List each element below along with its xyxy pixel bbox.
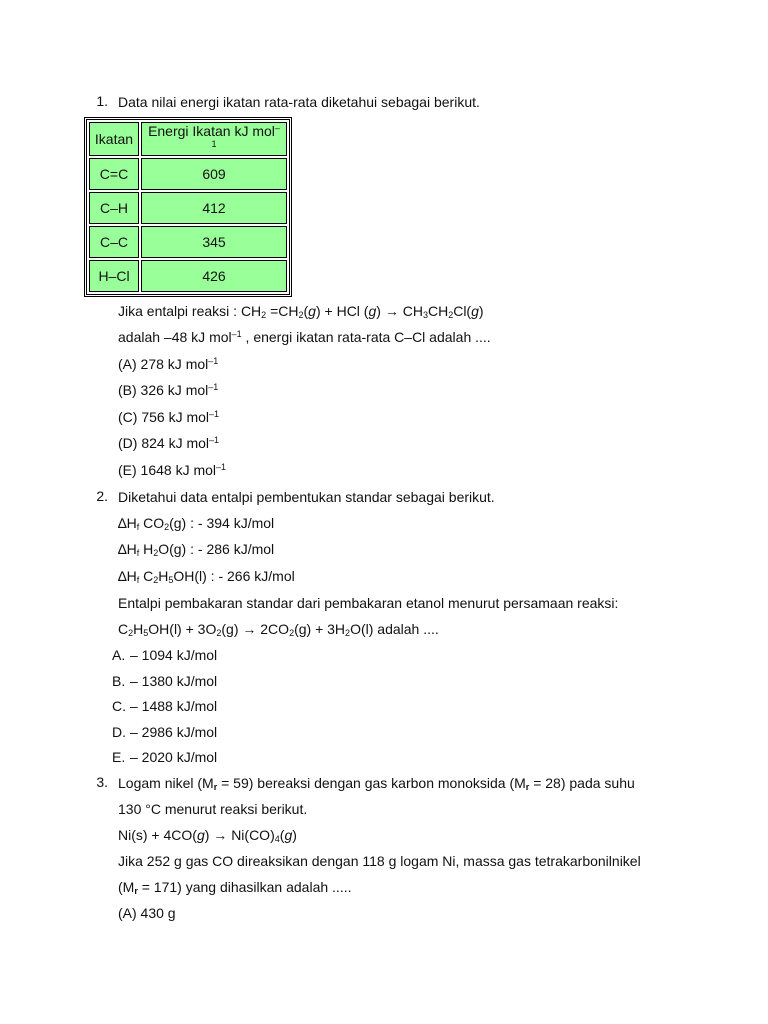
table-row bbox=[89, 226, 287, 258]
table-header-bond: Ikatan bbox=[89, 122, 139, 156]
question-3-line-4: $(M_r = 171)$ yang dihasilkan adalah ..... bbox=[118, 879, 352, 896]
question-2-equation: $C_2H_5OH(l) + 3O_2(g) \to 2CO_2(g) + 3H_2O(l)$ adalah .... bbox=[118, 621, 439, 638]
question-1-number: 1. bbox=[96, 93, 108, 109]
question-1-option-a[interactable]: (A) 278 kJ mol$^{-1}$ bbox=[118, 356, 219, 372]
table-cell-bond: C–H bbox=[89, 192, 139, 224]
enthalpy-co2: $\Delta H_f$ $CO_2(g)$ : - 394 kJ/mol bbox=[118, 515, 275, 532]
table-cell-bond: C–C bbox=[89, 226, 139, 258]
enthalpy-h2o: $\Delta H_f$ $H_2O(g)$ : - 286 kJ/mol bbox=[118, 541, 275, 558]
question-1-question: adalah –48 kJ mol$^{-1}$ , energi ikatan rata-rata C–Cl adalah .... bbox=[118, 329, 491, 345]
question-2-option-c[interactable]: C. – 1488 kJ/mol bbox=[112, 698, 218, 714]
question-3-number: 3. bbox=[96, 774, 108, 790]
question-3-line-3: Jika 252 g gas CO direaksikan dengan 118 g logam Ni, massa gas tetrakarbonilnikel bbox=[118, 853, 641, 869]
question-3-option-a[interactable]: (A) 430 g bbox=[118, 905, 176, 921]
enthalpy-ethanol: $\Delta H_f$ $C_2H_5OH(l)$ : - 266 kJ/mol bbox=[118, 568, 295, 585]
question-1-reaction: Jika entalpi reaksi : $CH_2 =CH_2(g)$ + HCl $(g) \to CH_3CH_2Cl(g)$ bbox=[118, 303, 484, 320]
question-2-option-d[interactable]: D. – 2986 kJ/mol bbox=[112, 724, 218, 740]
table-row bbox=[89, 158, 287, 190]
question-2-number: 2. bbox=[96, 488, 108, 504]
question-2-option-b[interactable]: B. – 1380 kJ/mol bbox=[112, 673, 218, 689]
table-cell-bond: C=C bbox=[89, 158, 139, 190]
question-2-option-a[interactable]: A. – 1094 kJ/mol bbox=[112, 647, 218, 663]
table-cell-energy: 426 bbox=[141, 260, 287, 292]
table-cell-energy: 412 bbox=[141, 192, 287, 224]
table-cell-bond: H–Cl bbox=[89, 260, 139, 292]
question-1-option-d[interactable]: (D) 824 kJ mol$^{-1}$ bbox=[118, 435, 220, 451]
question-2-intro: Diketahui data entalpi pembentukan standar sebagai berikut. bbox=[118, 489, 495, 505]
question-2-option-e[interactable]: E. – 2020 kJ/mol bbox=[112, 749, 218, 765]
table-cell-energy: 345 bbox=[141, 226, 287, 258]
question-1-option-c[interactable]: (C) 756 kJ mol$^{-1}$ bbox=[118, 409, 220, 425]
bond-energy-table bbox=[84, 117, 292, 297]
question-1-option-b[interactable]: (B) 326 kJ mol$^{-1}$ bbox=[118, 382, 219, 398]
table-row bbox=[89, 192, 287, 224]
question-3-line-1: Logam nikel $(M_r = 59)$ bereaksi dengan gas karbon monoksida $(M_r = 28)$ pada suhu bbox=[118, 775, 635, 792]
question-2-prompt: Entalpi pembakaran standar dari pembakaran etanol menurut persamaan reaksi: bbox=[118, 595, 619, 611]
table-header-row bbox=[89, 122, 287, 156]
question-3-line-2: 130 °C menurut reaksi berikut. bbox=[118, 801, 308, 817]
table-cell-energy: 609 bbox=[141, 158, 287, 190]
question-3-equation: $Ni(s) + 4CO(g) \to Ni(CO)_4(g)$ bbox=[118, 827, 297, 844]
question-1-intro: Data nilai energi ikatan rata-rata diketahui sebagai berikut. bbox=[118, 94, 480, 110]
table-header-energy: Energi Ikatan kJ mol$^{-1}$ bbox=[141, 122, 287, 156]
table-row bbox=[89, 260, 287, 292]
question-1-option-e[interactable]: (E) 1648 kJ mol$^{-1}$ bbox=[118, 462, 227, 478]
